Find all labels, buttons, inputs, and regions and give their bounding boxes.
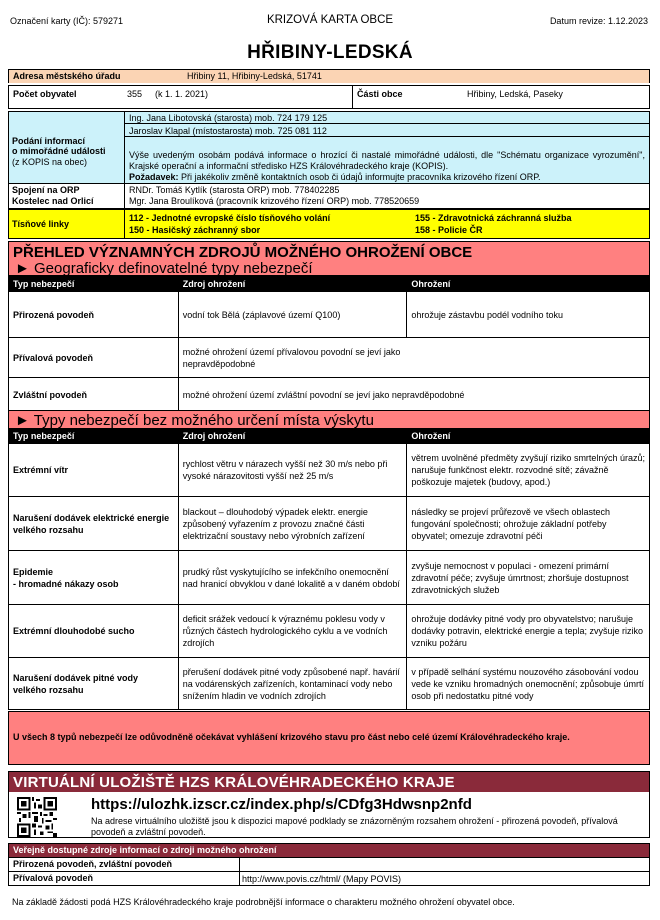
virtual-storage-title: VIRTUÁLNÍ ULOŽIŠTĚ HZS KRÁLOVÉHRADECKÉHO KRAJE <box>9 772 649 792</box>
col-threat-header: Ohrožení <box>407 429 650 444</box>
sources-title: Veřejně dostupné zdroje informací o zdroji možného ohrožení <box>9 844 649 857</box>
hazard-source: deficit srážek vedoucí k výraznému poklesu vody v různých částech hydrologického cyklu a ve vodních zdrojích <box>178 605 407 658</box>
info-label-1: Podání informací <box>12 136 86 146</box>
hazard-type: Extrémní dlouhodobé sucho <box>9 605 179 658</box>
col-source-header: Zdroj ohrožení <box>178 429 407 444</box>
population-label: Počet obyvatel <box>13 89 77 99</box>
hazard-source: blackout – dlouhodobý výpadek elektr. energie způsobený vyřazením z provozu značné části elektrizační soustavy nebo výrobních zařízení <box>178 497 407 551</box>
info-contact-2: Jaroslav Klapal (místostarosta) mob. 725 081 112 <box>129 126 327 136</box>
source-hazard: Přirozená povodeň, zvláštní povodeň <box>13 859 173 869</box>
info-block <box>8 111 650 184</box>
table-header-row <box>9 429 650 444</box>
orp-contact-2: Mgr. Jana Broulíková (pracovník krizového řízení ORP) mob. 778520659 <box>129 196 420 206</box>
parts-value: Hřibiny, Ledská, Paseky <box>467 89 563 99</box>
public-sources <box>8 843 650 886</box>
info-label-cell <box>9 112 125 183</box>
hazard-type: Epidemie - hromadné nákazy osob <box>9 551 179 605</box>
info-label-3: (z KOPIS na obec) <box>12 157 88 167</box>
hazard-source: možné ohrožení území zvláštní povodní se jeví jako nepravděpodobné <box>178 378 649 412</box>
parts-label: Části obce <box>357 89 403 99</box>
emergency-150: 150 - Hasičský záchranný sbor <box>129 225 261 235</box>
population-date: (k 1. 1. 2021) <box>155 89 209 99</box>
table-row <box>9 497 650 551</box>
hazard-threat: ohrožuje zástavbu podél vodního toku <box>407 292 650 338</box>
hazard-threat <box>407 338 650 378</box>
table-row <box>9 658 650 710</box>
hazard-type: Přívalová povodeň <box>9 338 179 378</box>
source-hazard: Přívalová povodeň <box>13 873 94 883</box>
hazard-type: Narušení dodávek pitné vody velkého rozsahu <box>9 658 179 710</box>
hazard-type: Narušení dodávek elektrické energie velkého rozsahu <box>9 497 179 551</box>
source-row <box>9 857 649 871</box>
footer-note: Na základě žádosti podá HZS Královéhradeckého kraje podrobnější informace o charakteru možného ohrožení obyvatel obce. <box>12 897 515 907</box>
hazard-source: přerušení dodávek pitné vody způsobené např. havárií na vodárenských zařízeních, kontaminací vody nebo snížením hladin ve vodních zdrojích <box>178 658 407 710</box>
hazard-threat: větrem uvolněné předměty zvyšují riziko smrtelných úrazů; narušuje funkčnost elektr. rozvodné sítě; závažně poškozuje majetek (budovy, apod.) <box>407 444 650 497</box>
info-text: Výše uvedeným osobám podává informace o hrozící či nastalé mimořádné události, dle "Schématu organizace vyrozumění", Krajské operační a informační středisko HZS Královéhradeckého kraje (KOPIS). <box>129 150 645 171</box>
card-id: Označení karty (IČ): 579271 <box>10 16 124 26</box>
orp-label-1: Spojení na ORP <box>12 185 80 195</box>
table-row <box>9 605 650 658</box>
emergency-155: 155 - Zdravotnická záchranná služba <box>415 213 572 223</box>
hazard-source: vodní tok Bělá (záplavové území Q100) <box>178 292 407 338</box>
table-row <box>9 378 650 412</box>
table-row <box>9 444 650 497</box>
hazard-threat: v případě selhání systému nouzového zásobování vodou vede ke vzniku hromadných onemocnění; způsobuje úmrtí osob při nedostatku pitné vody <box>407 658 650 710</box>
population-count: 355 <box>127 89 143 99</box>
hazard-threat: zvyšuje nemocnost v populaci - omezení primární zdravotní péče; zvyšuje úmrtnost; zhoršuje dostupnost zdravotnických služeb <box>407 551 650 605</box>
hazard-type: Zvláštní povodeň <box>9 378 179 412</box>
hazard-threat: ohrožuje dodávky pitné vody pro obyvatelstvo; narušuje dodávky potravin, elektrické energie a tepla; zvyšuje riziko vzniku požáru <box>407 605 650 658</box>
document-type: KRIZOVÁ KARTA OBCE <box>266 14 394 26</box>
table-row <box>9 292 650 338</box>
virtual-storage <box>8 771 650 838</box>
table-row <box>9 551 650 605</box>
col-type-header: Typ nebezpečí <box>9 429 179 444</box>
address-row <box>8 69 650 83</box>
address-label: Adresa městského úřadu <box>13 71 121 81</box>
orp-block <box>8 183 650 209</box>
emergency-label: Tísňové linky <box>12 219 70 229</box>
emergency-112: 112 - Jednotné evropské číslo tísňového volání <box>129 213 331 223</box>
info-contact-1: Ing. Jana Libotovská (starosta) mob. 724 179 125 <box>129 113 328 123</box>
hazard-source: prudký růst vyskytujícího se infekčního onemocnění nad hranicí obvyklou v dané lokalitě a v daném období <box>178 551 407 605</box>
source-row <box>9 871 649 885</box>
page-title: HŘIBINY-LEDSKÁ <box>247 42 413 63</box>
table-row <box>9 338 650 378</box>
nongeo-header <box>8 410 650 429</box>
emergency-lines <box>8 209 650 239</box>
overview-title: PŘEHLED VÝZNAMNÝCH ZDROJŮ MOŽNÉHO OHROŽENÍ OBCE <box>13 244 473 261</box>
hazard-type: Extrémní vítr <box>9 444 179 497</box>
address-value: Hřibiny 11, Hřibiny-Ledská, 51741 <box>187 71 322 81</box>
crisis-summary: U všech 8 typů nebezpečí lze odůvodněně očekávat vyhlášení krizového stavu pro část nebo celé území Královéhradeckého kraje. <box>8 711 650 765</box>
source-link[interactable]: http://www.povis.cz/html/ (Mapy POVIS) <box>242 874 402 884</box>
virtual-storage-link[interactable]: https://ulozhk.izscr.cz/index.php/s/CDfg3Hdwsnp2nfd <box>91 796 472 813</box>
nongeo-section-title: ► Typy nebezpečí bez možného určení místa výskytu <box>15 412 374 429</box>
revision-date: Datum revize: 1.12.2023 <box>549 16 648 26</box>
overview-header <box>8 241 650 276</box>
info-label-2: o mimořádné události <box>12 146 106 156</box>
requirement-label: Požadavek: <box>129 172 179 182</box>
hazard-threat: následky se projeví průřezově ve všech oblastech fungování společnosti; ohrožuje základní potřeby obyvatel; omezuje zdravotní péči <box>407 497 650 551</box>
population-row <box>8 85 650 109</box>
hazard-type: Přirozená povodeň <box>9 292 179 338</box>
col-threat-header: Ohrožení <box>407 277 650 292</box>
nongeo-hazard-table <box>8 428 650 710</box>
emergency-158: 158 - Policie ČR <box>415 225 483 235</box>
header-bar <box>8 14 652 28</box>
hazard-source: možné ohrožení území přívalovou povodní se jeví jako nepravděpodobné <box>178 338 407 378</box>
requirement-text: Při jakékoliv změně kontaktních osob či údajů informujte pracovníka krizového řízení ORP. <box>181 172 541 182</box>
geo-hazard-table <box>8 276 650 412</box>
orp-label-2: Kostelec nad Orlicí <box>12 196 94 206</box>
table-header-row <box>9 277 650 292</box>
col-source-header: Zdroj ohrožení <box>178 277 407 292</box>
geo-section-title: ► Geograficky definovatelné typy nebezpečí <box>15 260 313 277</box>
orp-contact-1: RNDr. Tomáš Kytlík (starosta ORP) mob. 778402285 <box>129 185 340 195</box>
hazard-source: rychlost větru v nárazech vyšší než 30 m/s nebo při vysoké nárazovitosti vyšší než 25 m/s <box>178 444 407 497</box>
virtual-storage-description: Na adrese virtuálního uložiště jsou k dispozici mapové podklady se znázorněným rozsahem ohrožení - přirozená povodeň, přívalová povodeň a zvláštní povodeň. <box>91 816 618 837</box>
divider <box>352 86 353 108</box>
qr-code-icon[interactable] <box>17 797 57 837</box>
info-requirement <box>129 172 645 183</box>
col-type-header: Typ nebezpečí <box>9 277 179 292</box>
